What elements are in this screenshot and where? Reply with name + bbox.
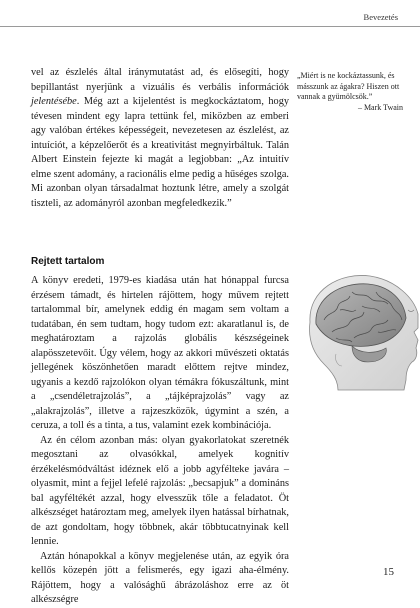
intro-text-end: . Még azt a kijelentést is megkockáztatom, hogy tévesen mindent egy lapra tettünk fel, miközben az emberi agy valóban értékes képességeit, nevezetesen az észlelést, az intuíciót, a képzelőerőt és a kreativitást megnyirbáltuk. Talán Albert Einstein fejezte ki magát a legjobban: „Az intuitív elme szent adomány, a racionális elme pedig a hűséges szolga. Mi azonban olyan társadalmat hoztunk létre, amely a szolgát tiszteli, az adományról azonban megfeledkezik.” (31, 96, 289, 209)
page-number: 15 (383, 566, 394, 578)
margin-quote (297, 71, 403, 113)
section-paragraph-1: A könyv eredeti, 1979-es kiadása után hat hónappal furcsa érzésem támadt, és hirtelen rájöttem, hogy művem rejtett tartalommal bír, amelynek eddig én magam sem voltam a tudatában, én sem tudtam, hogy tudom ezt: akaratlanul is, de meghatároztam a rajzolás globális készségeinek alapösszetevőit. Úgy vélem, hogy az akkori művészeti oktatás jellegének köszönhetően maradt előttem rejtve mindez, ugyanis a kezdő rajzolókon olyan témákra fókuszáltunk, mint a „csendéletrajzolás”, a „tájképrajzolás” vagy az „alakrajzolás”, illetve a rajzeszközök, úgymint a szén, a ceruza, a toll és a tinta, a tus, valamint ezek kombinációja. (31, 275, 289, 431)
section-paragraph-3: Aztán hónapokkal a könyv megjelenése után, az egyik óra kellős közepén jött a felismerés, egy igazi aha-élmény. Rájöttem, hogy a valósághű ábrázoláshoz erre az öt alkészségre (31, 550, 289, 605)
intro-text-start: vel az észlelés által iránymutatást ad, és elősegíti, hogy bepillantást nyerjünk a vizuális és verbális információk (31, 67, 289, 93)
intro-paragraph (31, 66, 289, 211)
running-header: Bevezetés (363, 12, 398, 22)
section-body (31, 274, 289, 608)
quote-text: „Miért is ne kockáztassunk, és másszunk az ágakra? Hiszen ott vannak a gyümölcsök.” (297, 71, 400, 101)
section-heading: Rejtett tartalom (31, 256, 105, 267)
quote-author: – Mark Twain (357, 102, 403, 112)
intro-italic-word: jelentésébe (31, 96, 77, 107)
header-rule (0, 26, 420, 27)
section-paragraph-2: Az én célom azonban más: olyan gyakorlatokat szeretnék megosztani az olvasókkal, amelyek kognitív érzékelésmódváltást idéznek elő a jobb agyféltekе javára – olyasmit, mint a fejjel lefelé rajzolás: „becsapjuk” a domináns bal agyféltékét azzal, hogy elvesszük tőle a feladatot. Öt alkészséget határoztam meg, amelyek ilyen hatással bírhatnak, de azt gondoltam, hogy többnek, akár többtucatnyinak kell lennie. (31, 434, 289, 547)
brain-head-illustration (292, 262, 420, 392)
